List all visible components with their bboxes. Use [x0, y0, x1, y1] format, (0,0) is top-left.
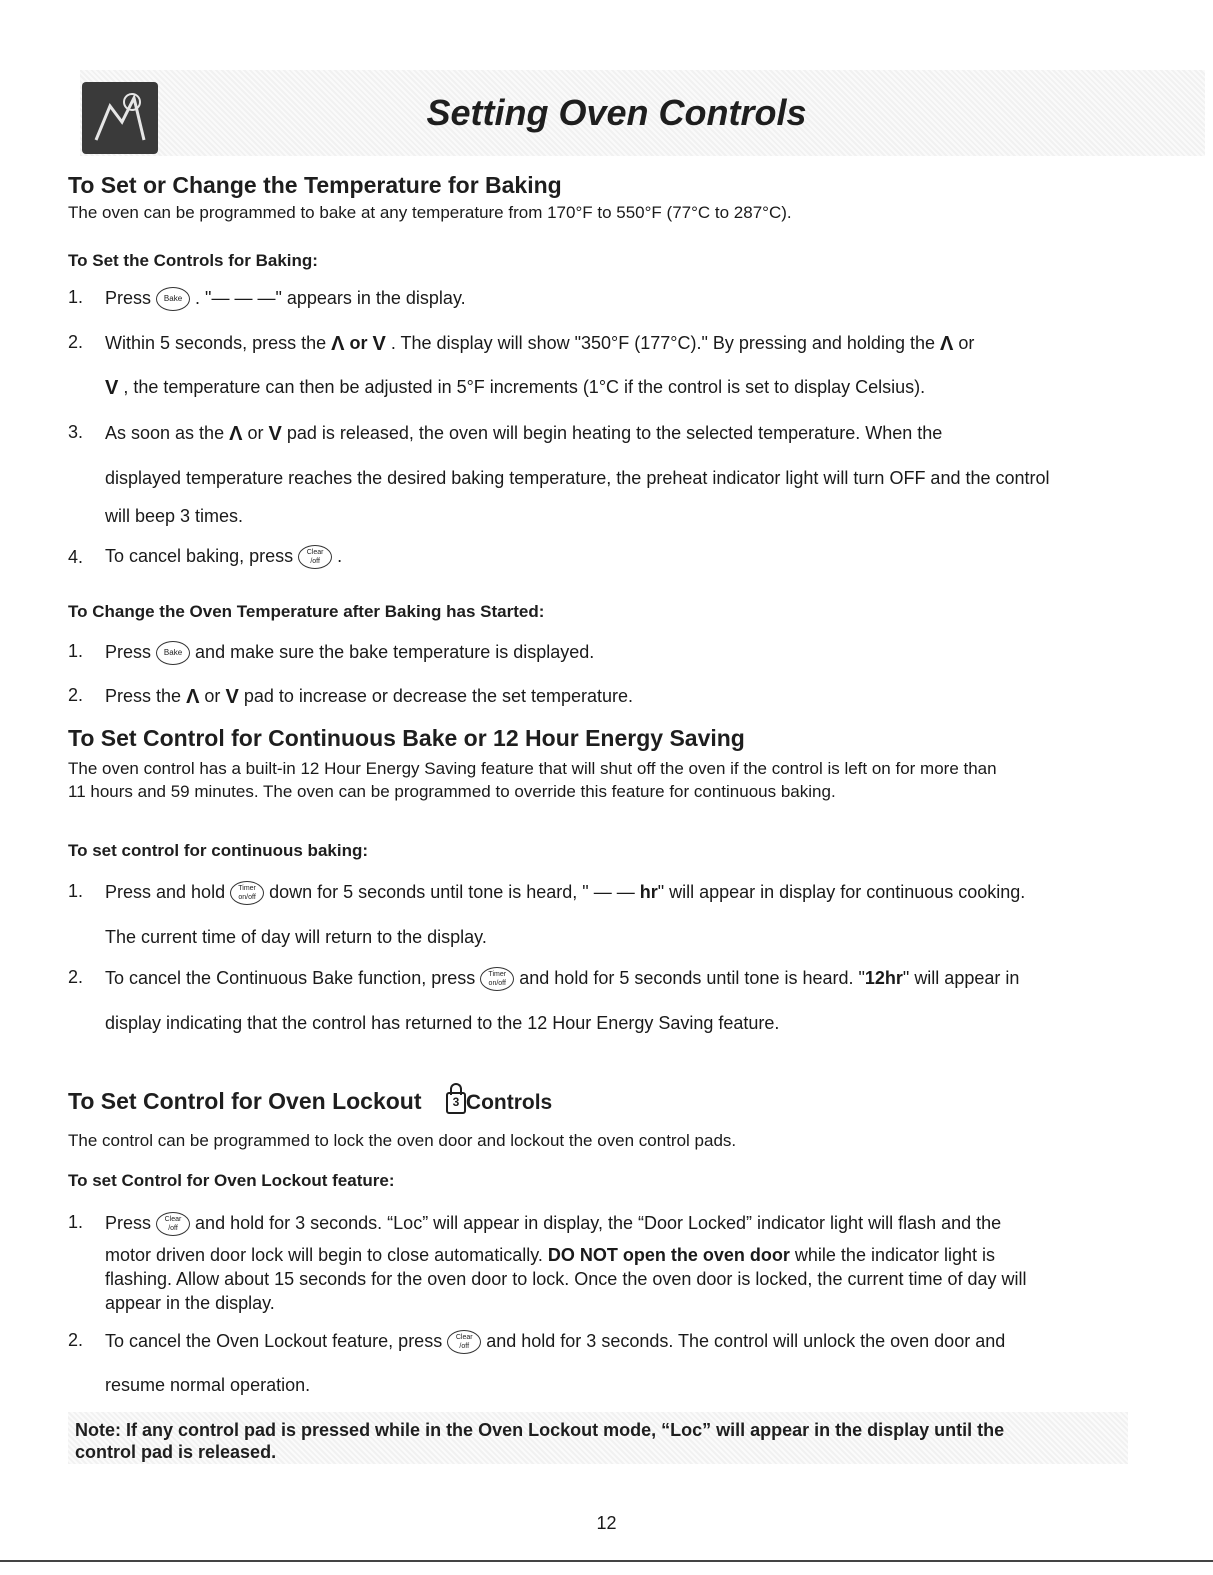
step-1-press-bake: Press Bake . "— — —" appears in the display. [105, 287, 1165, 311]
lock-icon: 3 [446, 1092, 466, 1114]
down-arrow-icon: V [268, 423, 282, 446]
step-number: 2. [68, 1330, 84, 1350]
subheading-set-controls: To Set the Controls for Baking: [68, 251, 318, 270]
up-arrow-icon: Λ [331, 333, 345, 356]
lockout-note: Note: If any control pad is pressed while in the Oven Lockout mode, “Loc” will appear in the display until the control pad is released. [75, 1420, 1005, 1462]
step-number: 2. [68, 332, 84, 352]
page-title: Setting Oven Controls [426, 92, 807, 133]
step-number: 1. [68, 1212, 84, 1232]
step-number: 2. [68, 967, 84, 987]
lockout-step-1-line4: appear in the display. [105, 1293, 275, 1313]
lockout-step-2-line2: resume normal operation. [105, 1375, 311, 1395]
continuous-step-2: To cancel the Continuous Bake function, press Timer on/off and hold for 5 seconds until tone is heard. "12hr" will appear in [105, 967, 1165, 991]
lockout-step-1: Press Clear /off and hold for 3 seconds. “Loc” will appear in display, the “Door Locked” indicator light will flash and the [105, 1212, 1165, 1236]
down-arrow-icon: V [225, 686, 239, 709]
lockout-intro: The control can be programmed to lock the oven door and lockout the oven control pads. [68, 1131, 737, 1150]
clear-off-pad-icon: Clear /off [156, 1212, 190, 1236]
step-3-heating: As soon as the Λ or V pad is released, the oven will begin heating to the selected temperature. When the [105, 423, 943, 446]
continuous-step-2-line2: display indicating that the control has returned to the 12 Hour Energy Saving feature. [105, 1013, 780, 1033]
timer-pad-icon: Timer on/off [230, 881, 264, 905]
step-4-cancel: To cancel baking, press Clear /off . [105, 545, 1165, 569]
step-2-continued: V , the temperature can then be adjusted in 5°F increments (1°C if the control is set to display Celsius). [105, 377, 926, 400]
subheading-change-temp: To Change the Oven Temperature after Baking has Started: [68, 602, 545, 621]
step-2-temperature: Within 5 seconds, press the Λ or V . The display will show "350°F (177°C)." By pressing and holding the Λ or [105, 333, 975, 356]
clear-off-pad-icon: Clear /off [298, 545, 332, 569]
up-arrow-icon: Λ [186, 686, 200, 709]
continuous-step-1: Press and hold Timer on/off down for 5 seconds until tone is heard, " — — hr" will appear in display for continuous cooking. [105, 881, 1165, 905]
down-arrow-icon: V [372, 333, 386, 356]
bake-pad-icon: Bake [156, 287, 190, 311]
page-number: 12 [596, 1513, 617, 1533]
continuous-step-1-line2: The current time of day will return to the display. [105, 927, 487, 947]
change-step-2: Press the Λ or V pad to increase or decrease the set temperature. [105, 686, 634, 709]
subheading-continuous: To set control for continuous baking: [68, 841, 369, 860]
down-arrow-icon: V [105, 377, 119, 400]
lockout-step-1-line3: flashing. Allow about 15 seconds for the oven door to lock. Once the oven door is locked, the current time of day will [105, 1269, 1027, 1289]
lockout-step-2: To cancel the Oven Lockout feature, press Clear /off and hold for 3 seconds. The control will unlock the oven door and [105, 1330, 1165, 1354]
step-number: 1. [68, 641, 84, 661]
bottom-divider [0, 1560, 1213, 1562]
section-heading-baking: To Set or Change the Temperature for Baking [68, 172, 562, 198]
timer-pad-icon: Timer on/off [480, 967, 514, 991]
up-arrow-icon: Λ [940, 333, 954, 356]
lockout-step-1-line2: motor driven door lock will begin to close automatically. DO NOT open the oven door while the indicator light is [105, 1245, 996, 1265]
step-number: 4. [68, 547, 84, 567]
continuous-intro-line2: 11 hours and 59 minutes. The oven can be programmed to override this feature for continuous baking. [68, 782, 836, 801]
clear-off-pad-icon: Clear /off [447, 1330, 481, 1354]
baking-intro: The oven can be programmed to bake at any temperature from 170°F to 550°F (77°C to 287°C). [68, 203, 792, 222]
step-number: 3. [68, 422, 84, 442]
section-heading-continuous: To Set Control for Continuous Bake or 12 Hour Energy Saving [68, 725, 745, 751]
section-heading-lockout: To Set Control for Oven Lockout 3 Controls [68, 1088, 553, 1114]
step-number: 2. [68, 685, 84, 705]
change-step-1: Press Bake and make sure the bake temperature is displayed. [105, 641, 1165, 665]
lock-controls-label: 3 Controls [446, 1091, 552, 1114]
step-3-line-3: will beep 3 times. [105, 506, 244, 526]
step-number: 1. [68, 287, 84, 307]
subheading-lockout: To set Control for Oven Lockout feature: [68, 1171, 395, 1190]
step-number: 1. [68, 881, 84, 901]
bake-pad-icon: Bake [156, 641, 190, 665]
continuous-intro-line1: The oven control has a built-in 12 Hour Energy Saving feature that will shut off the oven if the control is left on for more than [68, 759, 997, 778]
step-3-line-2: displayed temperature reaches the desired baking temperature, the preheat indicator light will turn OFF and the control [105, 468, 1050, 488]
up-arrow-icon: Λ [229, 423, 243, 446]
